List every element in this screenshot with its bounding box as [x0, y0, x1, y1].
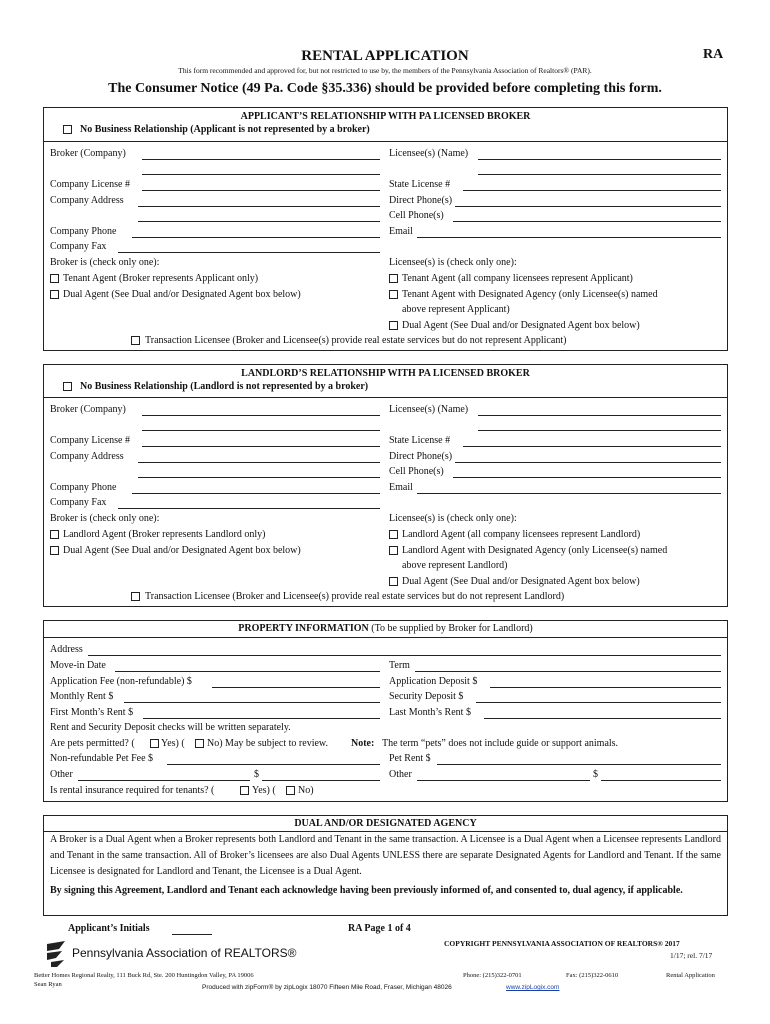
applicant-broker-company-field-2[interactable]: [142, 174, 380, 175]
property-section-title: [43, 623, 728, 635]
property-title-bold: PROPERTY INFORMATION: [238, 623, 369, 634]
move-in-date-field[interactable]: [115, 671, 380, 672]
landlord-email-field[interactable]: [417, 493, 721, 494]
applicant-company-phone-label: Company Phone: [50, 226, 117, 237]
other-dollar-sign: $: [254, 769, 259, 780]
copyright: COPYRIGHT PENNSYLVANIA ASSOCIATION OF REALTORS® 2017: [444, 939, 680, 948]
landlord-transaction-licensee-checkbox[interactable]: [131, 592, 140, 601]
application-deposit-label: Application Deposit $: [389, 676, 478, 687]
landlord-cell-phone-label: Cell Phone(s): [389, 466, 444, 477]
landlord-broker-is-label: Broker is (check only one):: [50, 513, 160, 524]
landlord-licensees-name-field[interactable]: [478, 415, 721, 416]
dual-agency-title: DUAL AND/OR DESIGNATED AGENCY: [294, 818, 477, 829]
applicant-state-license-field[interactable]: [463, 190, 721, 191]
landlord-state-license-label: State License #: [389, 435, 451, 446]
landlord-direct-phone-label: Direct Phone(s): [389, 451, 453, 462]
applicant-broker-is-label: Broker is (check only one):: [50, 257, 160, 268]
term-label: Term: [389, 660, 410, 671]
landlord-lic-opt2-continued: above represent Landlord): [402, 560, 508, 571]
last-month-rent-label: Last Month’s Rent $: [389, 707, 471, 718]
applicant-direct-phone-field[interactable]: [455, 206, 721, 207]
landlord-company-fax-label: Company Fax: [50, 497, 107, 508]
property-info-box: [43, 620, 728, 802]
applicant-lic-opt3-checkbox[interactable]: [389, 321, 398, 330]
landlord-lic-opt1-label: Landlord Agent (all company licensees represent Landlord): [402, 529, 641, 540]
pet-rent-label: Pet Rent $: [389, 753, 431, 764]
association-name: Pennsylvania Association of REALTORS®: [72, 946, 297, 960]
landlord-no-business-label: No Business Relationship (Landlord is not represented by a broker): [80, 381, 369, 392]
other-description-field[interactable]: [78, 780, 250, 781]
landlord-state-license-field[interactable]: [463, 446, 721, 447]
insurance-yes-label: Yes) (: [252, 785, 276, 796]
landlord-broker-box: [43, 364, 728, 607]
move-in-date-label: Move-in Date: [50, 660, 106, 671]
applicant-company-address-label: Company Address: [50, 195, 124, 206]
pet-fee-field[interactable]: [167, 764, 380, 765]
applicant-company-address-field-2[interactable]: [138, 221, 380, 222]
divider: [43, 397, 728, 398]
security-deposit-field[interactable]: [476, 702, 721, 703]
last-month-rent-field[interactable]: [484, 718, 721, 719]
agent-name: Sean Ryan: [34, 981, 62, 988]
applicant-broker-opt1-checkbox[interactable]: [50, 274, 59, 283]
applicant-section-title: APPLICANT’S RELATIONSHIP WITH PA LICENSED BROKER: [240, 111, 531, 122]
landlord-section-title: LANDLORD’S RELATIONSHIP WITH PA LICENSED BROKER: [241, 368, 530, 379]
pets-no-checkbox[interactable]: [195, 739, 204, 748]
address-label: Address: [50, 644, 83, 655]
form-code: RA: [703, 47, 724, 62]
applicant-company-fax-label: Company Fax: [50, 241, 107, 252]
landlord-broker-opt1-label: Landlord Agent (Broker represents Landlord only): [63, 529, 266, 540]
application-fee-field[interactable]: [212, 687, 380, 688]
property-title-note: (To be supplied by Broker for Landlord): [368, 623, 533, 634]
applicant-lic-opt2-checkbox[interactable]: [389, 290, 398, 299]
landlord-lic-opt1-checkbox[interactable]: [389, 530, 398, 539]
other-amount-field-2[interactable]: [601, 780, 721, 781]
pet-rent-field[interactable]: [437, 764, 721, 765]
applicant-no-business-label: No Business Relationship (Applicant is not represented by a broker): [80, 124, 370, 135]
applicant-broker-company-field[interactable]: [142, 159, 380, 160]
landlord-licensees-is-label: Licensee(s) is (check only one):: [389, 513, 517, 524]
landlord-lic-opt3-checkbox[interactable]: [389, 577, 398, 586]
applicant-email-field[interactable]: [417, 237, 721, 238]
landlord-email-label: Email: [389, 482, 413, 493]
insurance-no-checkbox[interactable]: [286, 786, 295, 795]
pet-fee-label: Non-refundable Pet Fee $: [50, 753, 154, 764]
subtitle: This form recommended and approved for, but not restricted to use by, the members of the Pennsylvania Association of Realtors® (PAR).: [178, 66, 592, 75]
applicant-lic-opt2-continued: above represent Applicant): [402, 304, 510, 315]
applicant-cell-phone-field[interactable]: [453, 221, 721, 222]
other-description-field-2[interactable]: [417, 780, 590, 781]
other-amount-field[interactable]: [262, 780, 380, 781]
par-logo-icon: [45, 940, 71, 968]
pets-question-label: Are pets permitted? (: [50, 738, 135, 749]
landlord-broker-company-field[interactable]: [142, 415, 380, 416]
applicant-transaction-licensee-label: Transaction Licensee (Broker and Licensee(s) provide real estate services but do not represent Applicant): [145, 335, 567, 346]
landlord-licensees-name-field-2[interactable]: [478, 430, 721, 431]
applicant-broker-opt2-label: Dual Agent (See Dual and/or Designated Agent box below): [63, 289, 301, 300]
pets-note-text: The term “pets” does not include guide or support animals.: [382, 738, 619, 749]
term-field[interactable]: [415, 671, 721, 672]
landlord-cell-phone-field[interactable]: [453, 477, 721, 478]
security-deposit-label: Security Deposit $: [389, 691, 464, 702]
applicant-lic-opt1-checkbox[interactable]: [389, 274, 398, 283]
revision-date: 1/17; rel. 7/17: [670, 951, 713, 960]
landlord-lic-opt2-label: Landlord Agent with Designated Agency (only Licensee(s) named: [402, 545, 668, 556]
application-deposit-field[interactable]: [490, 687, 721, 688]
landlord-company-license-label: Company License #: [50, 435, 130, 446]
dual-agency-paragraph: A Broker is a Dual Agent when a Broker represents both Landlord and Tenant in the same transaction. A Licensee is a Dual Agent when a Licensee represents Landlord and Tenant in the same transaction. All of Broker’s licensees are also Dual Agents UNLESS there are separate Designated Agents for Landlord and Tenant. If the same Licensee is designated for Landlord and Tenant, the Licensee is a Dual Agent.: [50, 834, 721, 877]
applicant-broker-opt2-checkbox[interactable]: [50, 290, 59, 299]
landlord-direct-phone-field[interactable]: [455, 462, 721, 463]
consumer-notice: The Consumer Notice (49 Pa. Code §35.336) should be provided before completing this form.: [108, 81, 662, 96]
page-title: RENTAL APPLICATION: [301, 48, 469, 64]
applicant-company-license-label: Company License #: [50, 179, 130, 190]
first-month-rent-field[interactable]: [143, 718, 380, 719]
landlord-broker-opt2-checkbox[interactable]: [50, 546, 59, 555]
fax-number: Fax: (215)322-0610: [566, 972, 619, 979]
pets-note-label: Note:: [351, 738, 375, 749]
landlord-no-business-checkbox[interactable]: [63, 382, 72, 391]
applicant-direct-phone-label: Direct Phone(s): [389, 195, 453, 206]
applicant-licensees-is-label: Licensee(s) is (check only one):: [389, 257, 517, 268]
application-fee-label: Application Fee (non-refundable) $: [50, 676, 192, 687]
landlord-broker-opt1-checkbox[interactable]: [50, 530, 59, 539]
applicant-broker-company-label: Broker (Company): [50, 148, 126, 159]
applicant-licensees-name-field[interactable]: [478, 159, 721, 160]
landlord-broker-opt2-label: Dual Agent (See Dual and/or Designated Agent box below): [63, 545, 301, 556]
page-number: RA Page 1 of 4: [348, 923, 411, 934]
landlord-transaction-licensee-label: Transaction Licensee (Broker and Licensee(s) provide real estate services but do not represent Landlord): [145, 591, 565, 602]
document-name: Rental Application: [666, 972, 715, 979]
applicant-broker-box: [43, 107, 728, 351]
other-label-2: Other: [389, 769, 412, 780]
applicant-company-address-field[interactable]: [138, 206, 380, 207]
produced-with: Produced with zipForm® by zipLogix 18070 Fifteen Mile Road, Fraser, Michigan 48026: [202, 984, 452, 991]
applicant-lic-opt2-label: Tenant Agent with Designated Agency (only Licensee(s) named: [402, 289, 658, 300]
landlord-licensees-name-label: Licensee(s) (Name): [389, 404, 469, 415]
ziplogix-link[interactable]: www.zipLogix.com: [506, 984, 560, 991]
pets-no-label: No) May be subject to review.: [207, 738, 328, 749]
other-dollar-sign-2: $: [593, 769, 598, 780]
other-label: Other: [50, 769, 73, 780]
brokerage-address: Better Homes Regional Realty, 111 Buck Rd, Ste. 200 Huntingdon Valley, PA 19006: [34, 972, 254, 979]
landlord-broker-company-field-2[interactable]: [142, 430, 380, 431]
landlord-company-address-label: Company Address: [50, 451, 124, 462]
applicant-company-license-field[interactable]: [142, 190, 380, 191]
insurance-no-label: No): [298, 785, 314, 796]
address-field[interactable]: [88, 655, 721, 656]
landlord-company-fax-field[interactable]: [118, 508, 380, 509]
applicant-company-phone-field[interactable]: [132, 237, 380, 238]
landlord-company-address-field[interactable]: [138, 462, 380, 463]
monthly-rent-field[interactable]: [124, 702, 380, 703]
phone-number: Phone: (215)322-0701: [463, 972, 522, 979]
dual-agency-signing-notice: By signing this Agreement, Landlord and Tenant each acknowledge having been previously informed of, and consented to, dual agency, if applicable.: [50, 885, 683, 896]
monthly-rent-label: Monthly Rent $: [50, 691, 114, 702]
insurance-yes-checkbox[interactable]: [240, 786, 249, 795]
landlord-company-address-field-2[interactable]: [138, 477, 380, 478]
landlord-company-phone-field[interactable]: [132, 493, 380, 494]
applicant-lic-opt1-label: Tenant Agent (all company licensees represent Applicant): [402, 273, 633, 284]
applicant-cell-phone-label: Cell Phone(s): [389, 210, 444, 221]
landlord-lic-opt2-checkbox[interactable]: [389, 546, 398, 555]
par-logo: [45, 940, 297, 970]
pets-yes-checkbox[interactable]: [150, 739, 159, 748]
pets-yes-label: Yes) (: [161, 738, 185, 749]
landlord-company-phone-label: Company Phone: [50, 482, 117, 493]
applicant-state-license-label: State License #: [389, 179, 451, 190]
applicant-no-business-checkbox[interactable]: [63, 125, 72, 134]
applicant-licensees-name-field-2[interactable]: [478, 174, 721, 175]
applicant-company-fax-field[interactable]: [118, 252, 380, 253]
insurance-question-label: Is rental insurance required for tenants? (: [50, 785, 215, 796]
divider: [43, 637, 728, 638]
applicant-licensees-name-label: Licensee(s) (Name): [389, 148, 469, 159]
applicant-transaction-licensee-checkbox[interactable]: [131, 336, 140, 345]
separate-checks-note: Rent and Security Deposit checks will be written separately.: [50, 722, 291, 733]
landlord-broker-company-label: Broker (Company): [50, 404, 126, 415]
landlord-company-license-field[interactable]: [142, 446, 380, 447]
first-month-rent-label: First Month’s Rent $: [50, 707, 134, 718]
applicant-initials-label: Applicant’s Initials: [68, 923, 150, 934]
landlord-lic-opt3-label: Dual Agent (See Dual and/or Designated Agent box below): [402, 576, 640, 587]
applicant-email-label: Email: [389, 226, 413, 237]
applicant-lic-opt3-label: Dual Agent (See Dual and/or Designated Agent box below): [402, 320, 640, 331]
applicant-broker-opt1-label: Tenant Agent (Broker represents Applicant only): [63, 273, 259, 284]
divider: [43, 141, 728, 142]
applicant-initials-field[interactable]: [172, 934, 212, 935]
